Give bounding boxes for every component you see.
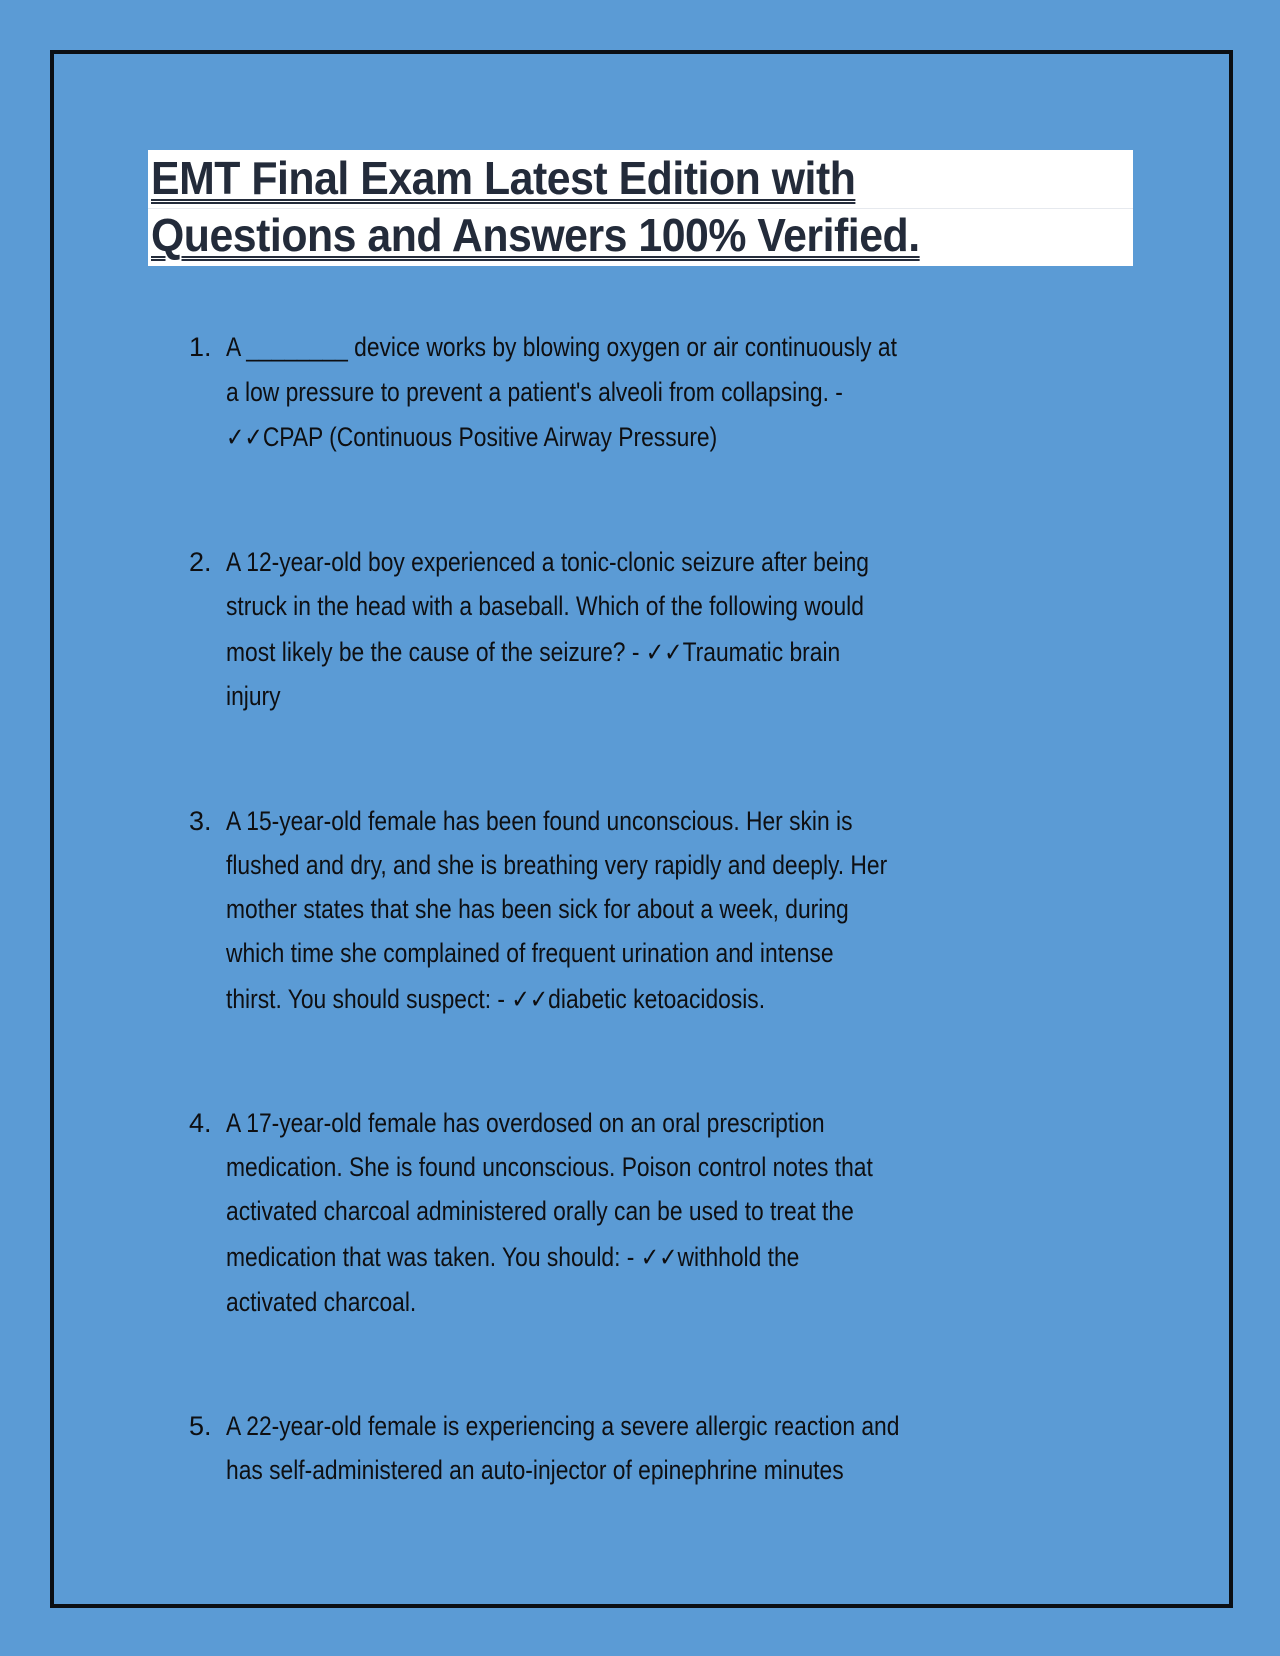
question-number: 3. [189,806,212,836]
question-text-lead: thirst. You should suspect: - [226,984,512,1014]
question-text-line: A 12-year-old boy experienced a tonic-clonic seizure after being [226,547,869,577]
question-text-line: medication. She is found unconscious. Poison control notes that [226,1152,873,1182]
question-number: 4. [189,1108,212,1138]
answer-line [226,636,840,669]
answer-text: Traumatic brain [682,637,841,667]
question-text-line: struck in the head with a baseball. Which of the following would [226,591,864,621]
double-check-icon: ✓✓ [511,985,549,1015]
double-check-icon: ✓✓ [226,423,263,453]
answer-text: withhold the [677,1242,800,1272]
question-text-line: activated charcoal administered orally can be used to treat the [226,1196,854,1226]
page-title-line-2 [151,209,920,261]
double-check-icon: ✓✓ [645,638,683,668]
answer-text: CPAP (Continuous Positive Airway Pressure) [262,422,718,452]
page-title-line-1 [151,152,855,204]
question-text-line: a low pressure to prevent a patient's alveoli from collapsing. - [226,377,843,407]
question-text-line: A 15-year-old female has been found unconscious. Her skin is [226,806,853,836]
question-text-line: mother states that she has been sick for about a week, during [226,894,849,924]
double-check-icon: ✓✓ [640,1243,678,1273]
answer-text: diabetic ketoacidosis. [548,984,766,1014]
question-text-lead: medication that was taken. You should: - [226,1242,641,1272]
answer-line [226,421,717,454]
question-text-line: has self-administered an auto-injector of epinephrine minutes [226,1455,844,1485]
answer-text-continued: activated charcoal. [226,1287,417,1317]
question-text-lead: most likely be the cause of the seizure? - [226,637,646,667]
answer-line [226,983,765,1016]
question-text-line: A ________ device works by blowing oxygen or air continuously at [226,332,897,362]
question-text-line: which time she complained of frequent urination and intense [226,938,834,968]
question-text-line: flushed and dry, and she is breathing very rapidly and deeply. Her [226,850,888,880]
answer-line [226,1241,799,1274]
title-text-2: Questions and Answers 100% Verified. [151,209,920,261]
question-number: 2. [189,547,212,577]
question-number: 5. [189,1411,212,1441]
question-text-line: A 17-year-old female has overdosed on an oral prescription [226,1108,825,1138]
answer-text-continued: injury [226,681,281,711]
question-text-line: A 22-year-old female is experiencing a severe allergic reaction and [226,1411,900,1441]
question-number: 1. [189,332,212,362]
title-text-1: EMT Final Exam Latest Edition with [151,152,856,204]
